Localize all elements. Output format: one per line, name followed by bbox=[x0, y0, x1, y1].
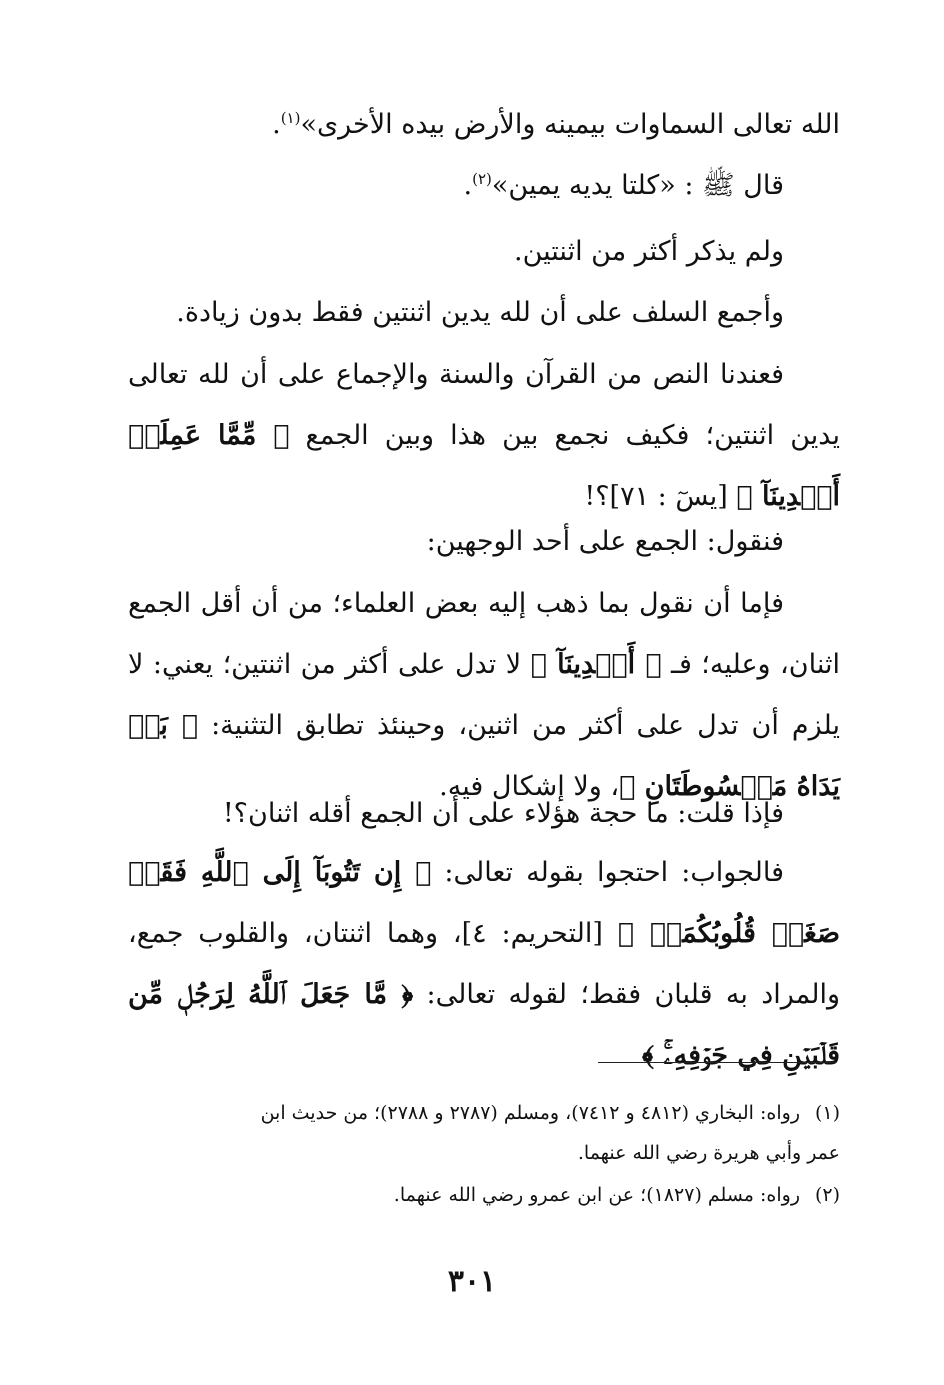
footnote-1 bbox=[128, 1093, 840, 1133]
footnote-2-text: رواه: مسلم (١٨٢٧)؛ عن ابن عمرو رضي الله عنهما. bbox=[393, 1184, 800, 1206]
paragraph-9-text-a: فالجواب: احتجوا بقوله تعالى: bbox=[444, 857, 785, 888]
paragraph-6: فنقول: الجمع على أحد الوجهين: bbox=[426, 526, 784, 557]
quran-verse-ahzab: ﴿ مَّا جَعَلَ ٱللَّهُ لِرَجُلٖ مِّن قَلۡبَيۡنِ فِي جَوۡفِهِۦۚ ﴾ bbox=[128, 979, 840, 1071]
paragraph-9-text-b: [التحريم: ٤]، وهما اثنتان، والقلوب جمع، والمراد به قلبان فقط؛ لقوله تعالى: bbox=[128, 918, 840, 1010]
paragraph-7-text-c: ، ولا إشكال فيه. bbox=[439, 771, 620, 802]
paragraph-1 bbox=[128, 94, 840, 155]
footnote-ref-1[interactable]: (١) bbox=[280, 109, 301, 127]
paragraph-9 bbox=[128, 842, 840, 1086]
paragraph-1-text: الله تعالى السماوات بيمينه والأرض بيده الأخرى» bbox=[300, 109, 840, 140]
page-number: ٣٠١ bbox=[447, 1264, 497, 1299]
paragraph-7-text-a: فإما أن نقول بما ذهب إليه بعض العلماء؛ من أن أقل الجمع اثنان، وعليه؛ فـ bbox=[128, 588, 840, 680]
paragraph-3: ولم يذكر أكثر من اثنتين. bbox=[513, 236, 784, 267]
footnote-ref-2[interactable]: (٢) bbox=[472, 170, 492, 188]
quran-verse-yadahu: ﴿ بَلۡ يَدَاهُ مَبۡسُوطَتَانِ ﴾ bbox=[128, 710, 840, 802]
quran-verse-tahrim: ﴿ إِن تَتُوبَآ إِلَى ٱللَّهِ فَقَدۡ صَغَتۡ قُلُوبُكُمَاۖ ﴾ bbox=[128, 857, 840, 949]
footnote-1-text: رواه: البخاري (٤٨١٢ و ٧٤١٢)، ومسلم (٢٧٨٧ و ٢٧٨٨)؛ من حديث ابن bbox=[260, 1102, 800, 1124]
paragraph-2 bbox=[128, 155, 840, 216]
footnote-1-continuation: عمر وأبي هريرة رضي الله عنهما. bbox=[577, 1142, 840, 1164]
footnote-separator bbox=[598, 1062, 836, 1063]
quran-verse-aydina: ﴿ مِّمَّا عَمِلَتۡ أَيۡدِينَآ ﴾ bbox=[128, 420, 840, 512]
footnote-2 bbox=[128, 1175, 840, 1215]
quran-word-aydina: ﴿ أَيۡدِينَآ ﴾ bbox=[530, 649, 662, 680]
footnote-2-number: (٢) bbox=[814, 1184, 840, 1206]
paragraph-1-end: . bbox=[272, 109, 281, 140]
footnote-1-number: (١) bbox=[814, 1102, 840, 1124]
paragraph-2-text: قال ﷺ : «كلتا يديه يمين» bbox=[491, 170, 784, 201]
paragraph-5-text: فعندنا النص من القرآن والسنة والإجماع على أن لله تعالى يدين اثنتين؛ فكيف نجمع بين هذا وبين الجمع bbox=[128, 359, 840, 451]
paragraph-7-text-b: لا تدل على أكثر من اثنتين؛ يعني: لا يلزم أن تدل على أكثر من اثنين، وحينئذ تطابق التثنية: bbox=[128, 649, 840, 741]
verse-citation-yasin: [يسٓ : ٧١]؟! bbox=[584, 481, 728, 512]
paragraph-5 bbox=[128, 344, 840, 527]
paragraph-4: وأجمع السلف على أن لله يدين اثنتين فقط بدون زيادة. bbox=[176, 297, 784, 328]
paragraph-7 bbox=[128, 573, 840, 817]
paragraph-8: فإذا قلت: ما حجة هؤلاء على أن الجمع أقله اثنان؟! bbox=[222, 798, 784, 829]
paragraph-2-end: . bbox=[463, 170, 473, 201]
